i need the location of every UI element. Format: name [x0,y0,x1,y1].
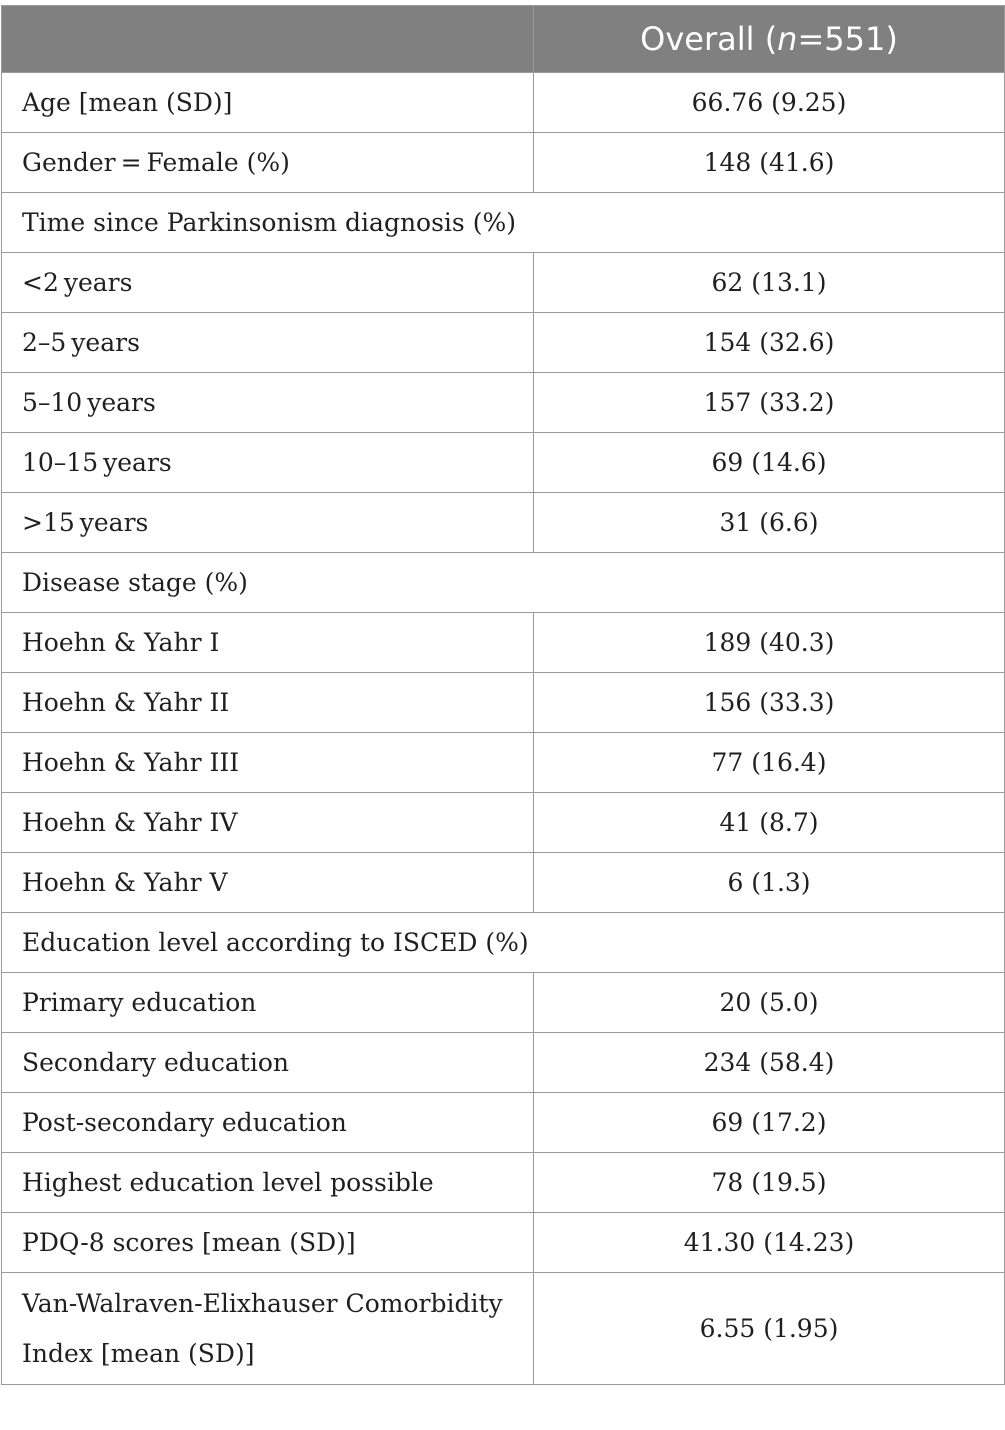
header-overall [534,6,1005,73]
row-label: Primary education [2,973,534,1033]
table-row [2,493,1005,553]
row-label: Hoehn & Yahr II [2,673,534,733]
table-row [2,1213,1005,1273]
row-label: 2–5 years [2,313,534,373]
row-label: PDQ-8 scores [mean (SD)] [2,1213,534,1273]
header-overall-prefix: Overall ( [640,20,778,58]
row-value: 69 (14.6) [534,433,1005,493]
row-label: Post-secondary education [2,1093,534,1153]
table-row [2,973,1005,1033]
table-row [2,133,1005,193]
row-value: 148 (41.6) [534,133,1005,193]
table-row [2,313,1005,373]
table-row [2,373,1005,433]
section-label: Disease stage (%) [2,553,1005,613]
row-value: 154 (32.6) [534,313,1005,373]
section-row [2,193,1005,253]
table-row [2,853,1005,913]
section-row [2,553,1005,613]
section-label: Time since Parkinsonism diagnosis (%) [2,193,1005,253]
table-row [2,433,1005,493]
table-row [2,1093,1005,1153]
row-value: 41.30 (14.23) [534,1213,1005,1273]
header-blank-cell [2,6,534,73]
row-label: Gender = Female (%) [2,133,534,193]
header-overall-n: n [777,20,798,58]
row-label: Van-Walraven-Elixhauser Comorbidity Index [mean (SD)] [2,1273,534,1385]
table-row [2,1033,1005,1093]
table-row [2,673,1005,733]
row-label: 5–10 years [2,373,534,433]
row-value: 66.76 (9.25) [534,73,1005,133]
row-label: Secondary education [2,1033,534,1093]
row-label: Hoehn & Yahr III [2,733,534,793]
table-row [2,73,1005,133]
row-value: 77 (16.4) [534,733,1005,793]
row-value: 189 (40.3) [534,613,1005,673]
row-label: Hoehn & Yahr IV [2,793,534,853]
row-value: 6.55 (1.95) [534,1273,1005,1385]
table-row [2,1273,1005,1385]
row-value: 41 (8.7) [534,793,1005,853]
header-overall-suffix: =551) [797,20,898,58]
row-value: 234 (58.4) [534,1033,1005,1093]
row-value: 78 (19.5) [534,1153,1005,1213]
row-label: >15 years [2,493,534,553]
row-label: <2 years [2,253,534,313]
table-row [2,613,1005,673]
row-value: 62 (13.1) [534,253,1005,313]
row-value: 69 (17.2) [534,1093,1005,1153]
table-row [2,793,1005,853]
header-row [2,6,1005,73]
row-label: Highest education level possible [2,1153,534,1213]
section-label: Education level according to ISCED (%) [2,913,1005,973]
row-value: 20 (5.0) [534,973,1005,1033]
row-value: 157 (33.2) [534,373,1005,433]
table-row [2,253,1005,313]
row-value: 156 (33.3) [534,673,1005,733]
row-label: Age [mean (SD)] [2,73,534,133]
row-label: Hoehn & Yahr I [2,613,534,673]
row-label: Hoehn & Yahr V [2,853,534,913]
row-value: 31 (6.6) [534,493,1005,553]
table-row [2,1153,1005,1213]
section-row [2,913,1005,973]
row-label: 10–15 years [2,433,534,493]
table-row [2,733,1005,793]
characteristics-table [1,5,1005,1385]
row-value: 6 (1.3) [534,853,1005,913]
